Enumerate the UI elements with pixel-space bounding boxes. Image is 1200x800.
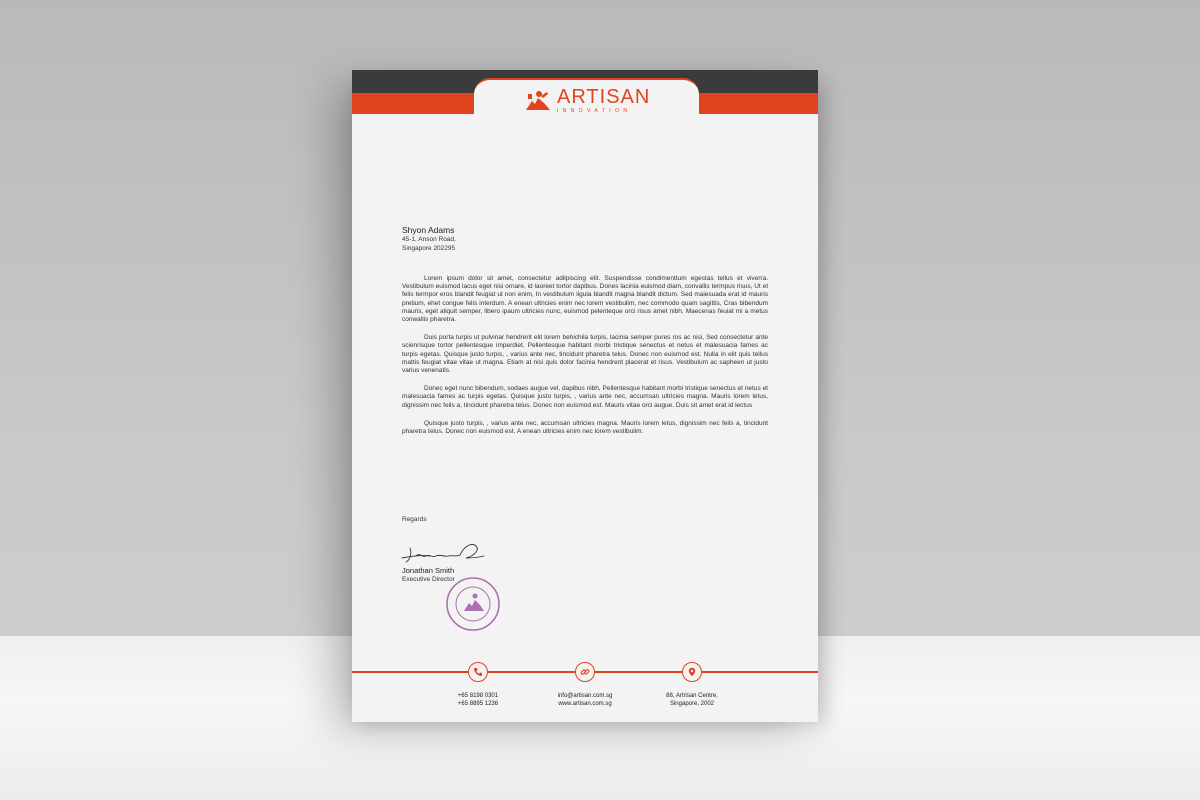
brand-logo xyxy=(525,87,650,114)
recipient-block xyxy=(402,225,456,253)
brand-tagline: INNOVATION xyxy=(557,108,632,114)
footer-email: info@artisan.com.sg xyxy=(557,693,613,699)
footer-phone-line1: +65 8198 0301 xyxy=(457,693,499,699)
handwritten-signature xyxy=(400,540,486,566)
signer-name: Jonathan Smith xyxy=(402,566,455,575)
footer-address xyxy=(637,692,747,708)
body-paragraph: Duis porta turpis ut pulvinar hendrerit elit lorem behichila turpis, lacinia semper pures ros ac nisi, Sed consectetur ante scienrisque tortor pellentesque imperdiet. Pellentesque habitant morbi tristique senectus et netus et malesuacia fames ac turpis egetas. Quisque justo turpis, , varius ante nec, tincidunt pharetra telus. Donec non euismod est. Nulla in elit quis tellus mattis feugiat vitae vitae ut magna. Etiam at nisi quis dolor facinia hendrent placerat et risus. Vestibulum ac sapheen ut justo varius venenatis. xyxy=(402,334,768,375)
link-icon xyxy=(575,662,595,682)
footer-web xyxy=(530,692,640,708)
footer-website: www.artisan.com.sg xyxy=(558,701,612,707)
footer-address-line2: Singapore, 2002 xyxy=(669,701,715,707)
letterhead-sheet xyxy=(352,70,818,722)
footer-phone xyxy=(423,692,533,708)
closing-text: Regards xyxy=(402,516,427,523)
recipient-name: Shyon Adams xyxy=(402,225,455,235)
location-pin-icon xyxy=(682,662,702,682)
letter-body xyxy=(402,275,768,446)
body-paragraph: Lorem ipsum dolor sit amet, consectetur adilpiscing elit. Suspendisse condimenttum egestas tellus et viverra. Vestibulum euismod lacus eget nisi ornare, id laoreet tortor dapibus. Dones lacinia euismod diam, convallis termpus risus, Ut et felis termpor eros blandit feugiat ut non enim, In vestibulum ligula blandit magna blandit dictum. Sed maiesuada erat id mauris pretium, ehet congue felis interdum. A enean ultricies enim nec lorem vestibulim, nec commodo quam sagittis, Cras bibendum mauris, eget aliquit semper, libero ipaum ultricies nunc, euismod pelenteque orci risus amet nibh, Maecenas feuiat mi a metus conwallis pharetra. xyxy=(402,275,768,324)
recipient-address-line1: 45-1, Anson Road, xyxy=(402,236,456,243)
signer-title: Executive Director xyxy=(402,576,455,583)
brand-name: ARTISAN xyxy=(557,86,651,108)
artisan-logo-icon xyxy=(525,89,551,111)
footer-address-line1: 88, Artrisan Centre, xyxy=(666,693,718,699)
company-seal-stamp xyxy=(444,575,502,633)
body-paragraph: Donec eget nunc bibendum, sodaes augue vel, dapibus nibh, Pellentesque habitant morbi tristique senectus et netus et malesuacia fames ac turpis egetas. Quisque justo turpis, , varius ante nec, accumsan ultricies magna. Mauris lorem letus, dignissim nec feils a, tincidunt pharetra telus. Donec non euismod est. Mauris vitae orci augue. Duis sit amet erat id lectus xyxy=(402,385,768,409)
phone-icon xyxy=(468,662,488,682)
recipient-address-line2: Singapore 202295 xyxy=(402,245,456,252)
footer-phone-line2: +65 8895 1236 xyxy=(457,701,499,707)
body-paragraph: Quisque justo turpis, , varius ante nec, accumsan ultricies magna. Mauris lorem letus, dignissim nec feils a, tincidunt pharetra telus. Donec non euismod est. A enean ultricies enim nec lorem vestibulim. xyxy=(402,419,768,436)
